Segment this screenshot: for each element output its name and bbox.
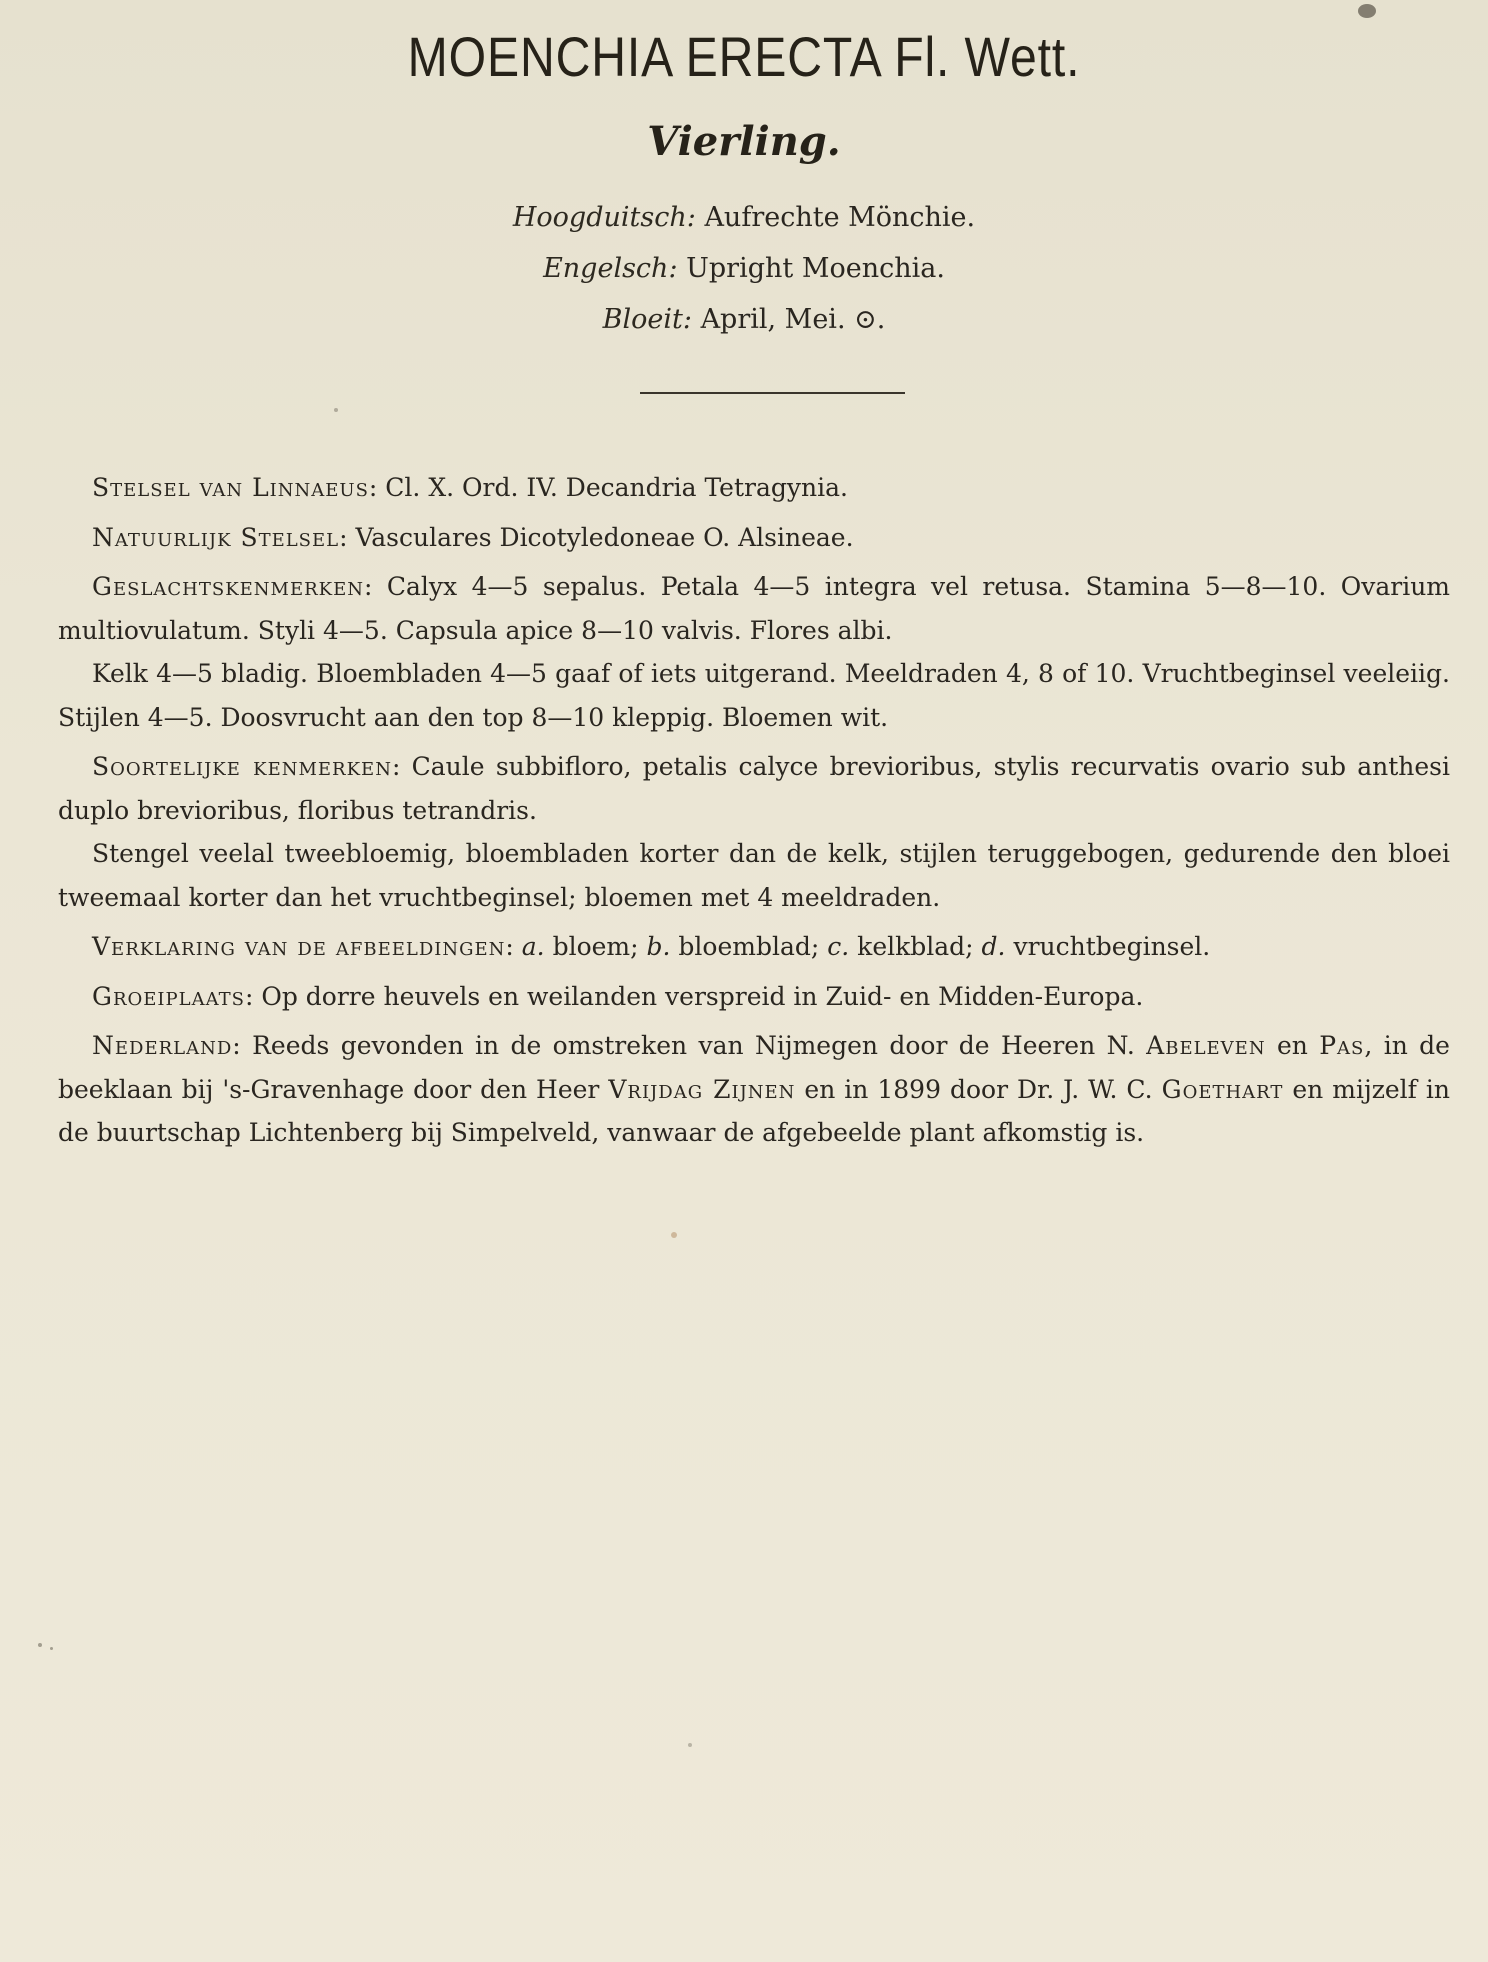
section-text: Op dorre heuvels en weilanden verspreid in Zuid- en Midden-Europa. xyxy=(261,981,1144,1011)
name-value: April, Mei. ⊙. xyxy=(700,304,886,335)
section-text: en xyxy=(1276,1031,1308,1060)
section-text: en mijzelf in de buurtschap Lichtenberg bij Simpelveld, vanwaar de afgebeelde plant afkomstig is. xyxy=(58,1074,1451,1147)
paper-speck xyxy=(38,1643,42,1647)
section-text: Kelk 4—5 bladig. Bloembladen 4—5 gaaf of iets uitgerand. Meeldraden 4, 8 of 10. Vruchtbeginsel veeleiig. Stijlen 4—5. Doosvrucht aan den top 8—10 kleppig. Bloemen wit. xyxy=(58,659,1450,732)
section-nederland: Nederland: Reeds gevonden in de omstreken van Nijmegen door de Heeren N. Abeleven en Pas, in de beeklaan bij 's-Gravenhage door den Heer Vrijdag Zijnen en in 1899 door Dr. J. W. C. Goethart en mijzelf in de buurtschap Lichtenberg bij Simpelveld, vanwaar de afgebeelde plant afkomstig is. xyxy=(58,1031,1451,1147)
section-text: Caule subbifloro, petalis calyce brevioribus, stylis recurvatis ovario sub anthesi duplo brevioribus, floribus tetrandris. xyxy=(58,752,1450,825)
name-row-flowering xyxy=(0,294,1488,345)
description-body xyxy=(58,466,1450,1161)
name-label: Hoogduitsch: xyxy=(512,202,696,233)
section-linnaeus: Stelsel van Linnaeus: Cl. X. Ord. IV. Decandria Tetragynia. xyxy=(92,473,848,502)
name-label: Engelsch: xyxy=(543,253,678,284)
section-geslacht-dutch xyxy=(58,652,1450,739)
section-text: Calyx 4—5 sepalus. Petala 4—5 integra vel retusa. Stamina 5—8—10. Ovarium multiovulatum. Styli 4—5. Capsula apice 8—10 valvis. Flores albi. xyxy=(58,572,1451,645)
section-verklaring: Verklaring van de afbeeldingen: a. bloem; b. bloemblad; c. kelkblad; d. vruchtbeginsel. xyxy=(92,932,1211,961)
vernacular-names xyxy=(0,192,1488,345)
figure-key: d. xyxy=(981,932,1006,961)
paper-speck xyxy=(50,1647,53,1650)
name-row-english xyxy=(0,243,1488,294)
person-name: Pas xyxy=(1319,1031,1365,1060)
figure-text: bloem; xyxy=(552,932,639,961)
name-label: Bloeit: xyxy=(602,304,692,335)
section-label: Soortelijke kenmerken xyxy=(92,752,392,781)
figure-key: a. xyxy=(521,932,545,961)
section-text: Cl. X. Ord. IV. Decandria Tetragynia. xyxy=(385,473,848,502)
section-text: Vasculares Dicotyledoneae O. Alsineae. xyxy=(355,522,854,552)
section-label: Nederland xyxy=(92,1031,233,1060)
section-label: Natuurlijk Stelsel xyxy=(92,522,340,552)
divider-rule xyxy=(640,392,905,394)
name-row-german xyxy=(0,192,1488,243)
figure-text: bloemblad; xyxy=(678,932,820,961)
section-text: Stengel veelal tweebloemig, bloembladen korter dan de kelk, stijlen teruggebogen, gedurende den bloei tweemaal korter dan het vruchtbeginsel; bloemen met 4 meeldraden. xyxy=(58,839,1450,912)
section-label: Groeiplaats xyxy=(92,981,245,1011)
paper-speck xyxy=(671,1232,677,1238)
name-value: Aufrechte Mönchie. xyxy=(704,202,976,233)
section-label: Verklaring van de afbeeldingen xyxy=(92,932,506,961)
section-soort-latin: Soortelijke kenmerken: Caule subbifloro, petalis calyce brevioribus, stylis recurvatis ovario sub anthesi duplo brevioribus, floribus tetrandris. xyxy=(58,752,1450,825)
section-text: , in de beeklaan bij 's-Gravenhage door den Heer xyxy=(58,1031,1450,1104)
paper-speck xyxy=(688,1743,692,1747)
section-soort-dutch xyxy=(58,832,1450,919)
section-geslacht-latin: Geslachtskenmerken: Calyx 4—5 sepalus. Petala 4—5 integra vel retusa. Stamina 5—8—10. Ovarium multiovulatum. Styli 4—5. Capsula apice 8—10 valvis. Flores albi. xyxy=(58,572,1451,645)
section-groeiplaats: Groeiplaats: Op dorre heuvels en weilanden verspreid in Zuid- en Midden-Europa. xyxy=(92,981,1144,1011)
section-text: en in 1899 door Dr. J. W. C. xyxy=(804,1074,1153,1104)
section-natuurlijk: Natuurlijk Stelsel: Vasculares Dicotyledoneae O. Alsineae. xyxy=(92,522,854,552)
section-label: Geslachtskenmerken xyxy=(92,572,364,601)
person-name: Abeleven xyxy=(1146,1031,1266,1060)
section-label: Stelsel van Linnaeus xyxy=(92,473,369,502)
paper-speck xyxy=(1358,4,1376,18)
name-value: Upright Moenchia. xyxy=(686,253,945,284)
figure-key: b. xyxy=(646,932,671,961)
figure-text: kelkblad; xyxy=(857,932,974,961)
person-name: Goethart xyxy=(1161,1074,1284,1104)
figure-text: vruchtbeginsel. xyxy=(1013,932,1211,961)
figure-key: c. xyxy=(827,932,850,961)
species-title: MOENCHIA ERECTA Fl. Wett. xyxy=(407,25,1081,88)
section-text: Reeds gevonden in de omstreken van Nijmegen door de Heeren N. xyxy=(252,1031,1135,1060)
paper-speck xyxy=(334,408,338,412)
person-name: Vrijdag Zijnen xyxy=(608,1074,796,1104)
dutch-common-name: Vierling. xyxy=(647,118,841,165)
